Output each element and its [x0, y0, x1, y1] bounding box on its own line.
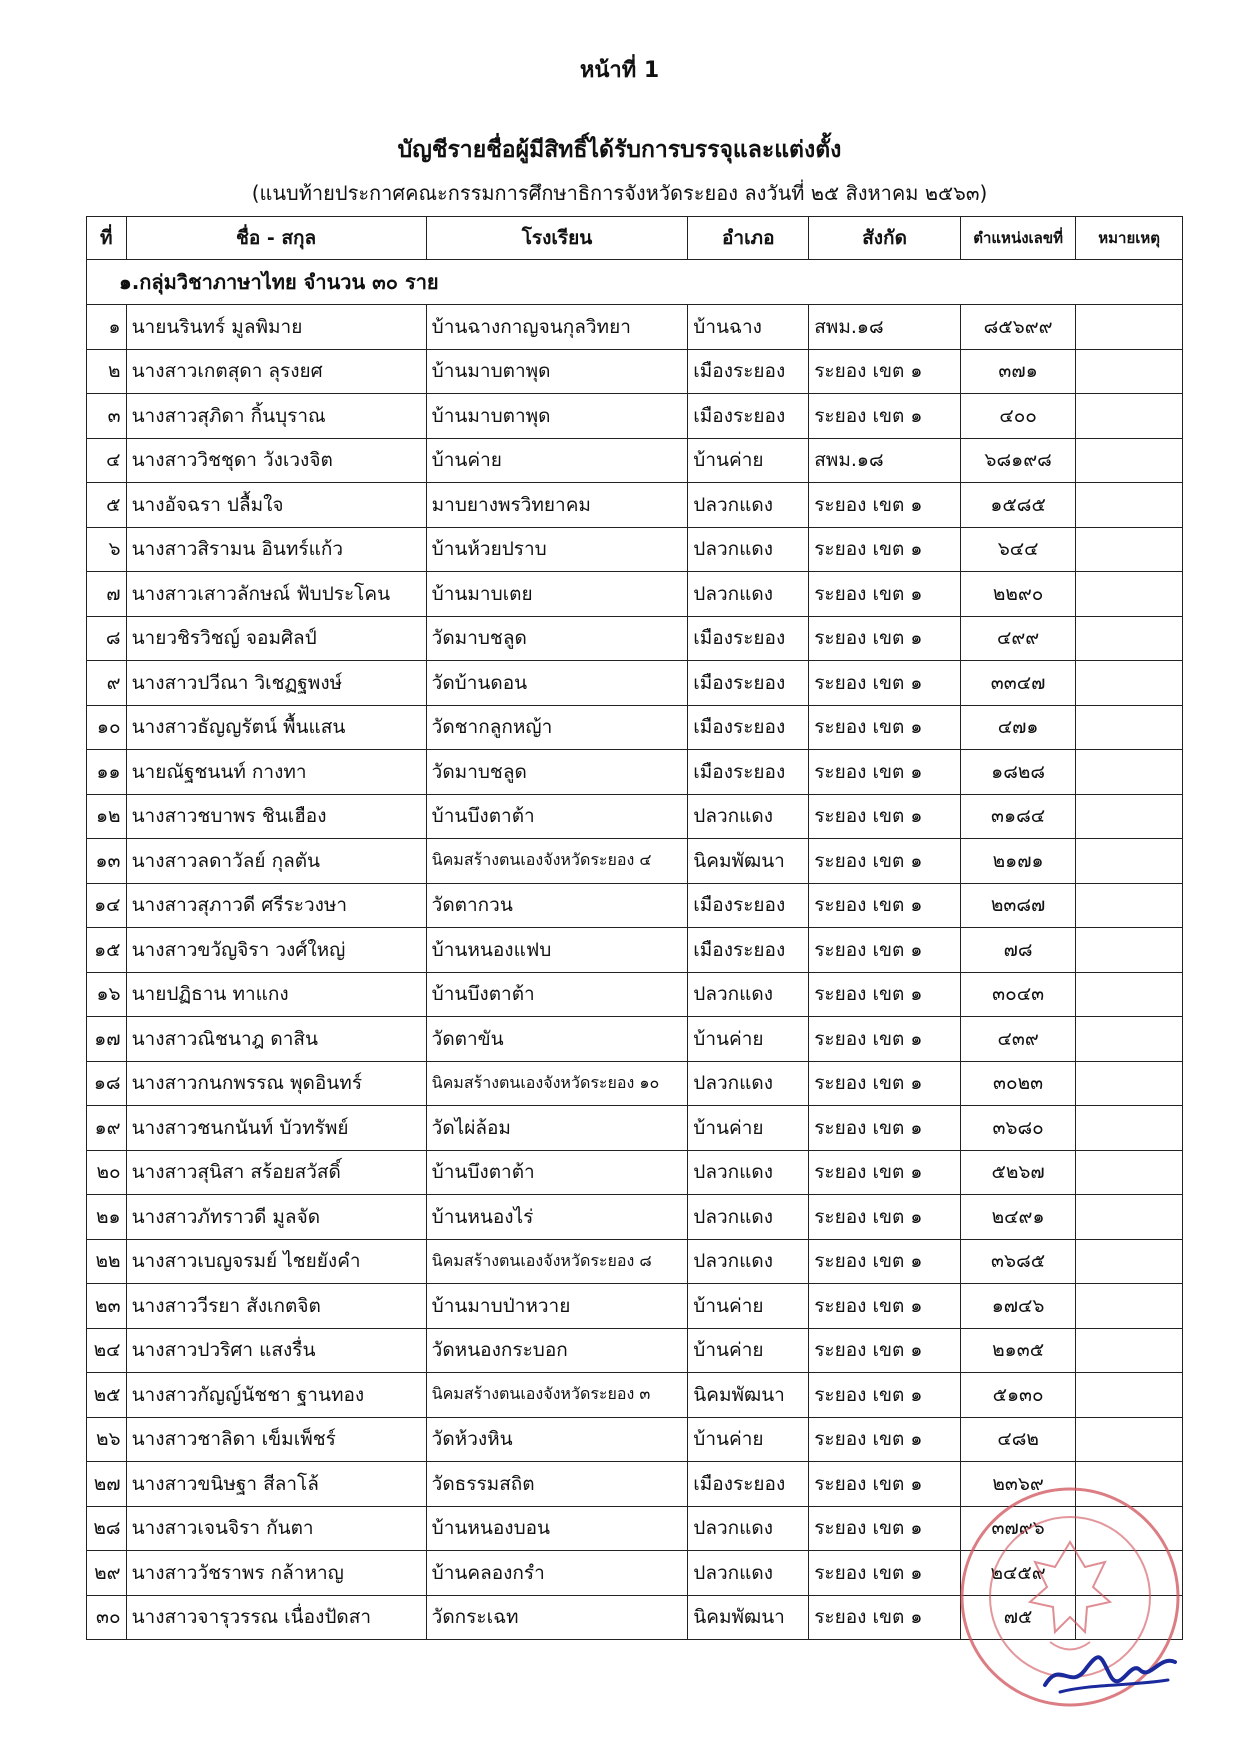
row-name: นางสาวกัญญ์นัชชา ฐานทอง — [126, 1373, 426, 1418]
row-note — [1076, 483, 1183, 528]
row-district: เมืองระยอง — [688, 616, 809, 661]
row-name: นายวชิรวิชญ์ จอมศิลป์ — [126, 616, 426, 661]
row-district: ปลวกแดง — [688, 972, 809, 1017]
row-name: นางสาวเสาวลักษณ์ ฟับประโคน — [126, 572, 426, 617]
row-number: ๒๒ — [87, 1239, 127, 1284]
row-position: ๓๗๙๖ — [960, 1506, 1075, 1551]
header-name: ชื่อ - สกุล — [126, 217, 426, 260]
row-number: ๔ — [87, 438, 127, 483]
row-note — [1076, 1373, 1183, 1418]
row-name: นางสาวภัทราวดี มูลจัด — [126, 1195, 426, 1240]
header-position: ตำแหน่งเลขที่ — [960, 217, 1075, 260]
row-position: ๑๕๘๕ — [960, 483, 1075, 528]
row-school: บ้านหนองบอน — [426, 1506, 688, 1551]
row-school: บ้านบึงตาต้า — [426, 972, 688, 1017]
row-number: ๓ — [87, 394, 127, 439]
row-agency: ระยอง เขต ๑ — [809, 794, 961, 839]
row-name: นางสาวลดาวัลย์ กุลตัน — [126, 839, 426, 884]
row-note — [1076, 438, 1183, 483]
header-school: โรงเรียน — [426, 217, 688, 260]
row-number: ๒๕ — [87, 1373, 127, 1418]
document-subtitle: (แนบท้ายประกาศคณะกรรมการศึกษาธิการจังหวัดระยอง ลงวันที่ ๒๕ สิงหาคม ๒๕๖๓) — [251, 181, 988, 205]
row-note — [1076, 1195, 1183, 1240]
row-number: ๑๐ — [87, 705, 127, 750]
row-name: นางสาวเจนจิรา กันตา — [126, 1506, 426, 1551]
row-school: วัดมาบชลูด — [426, 616, 688, 661]
row-position: ๔๐๐ — [960, 394, 1075, 439]
row-name: นางสาวชนกนันท์ บัวทรัพย์ — [126, 1106, 426, 1151]
row-name: นางสาวชาลิดา เข็มเพ็ชร์ — [126, 1417, 426, 1462]
row-school: บ้านมาบตาพุด — [426, 349, 688, 394]
row-note — [1076, 972, 1183, 1017]
row-agency: ระยอง เขต ๑ — [809, 1551, 961, 1596]
header-district: อำเภอ — [688, 217, 809, 260]
row-agency: ระยอง เขต ๑ — [809, 1195, 961, 1240]
row-number: ๕ — [87, 483, 127, 528]
row-note — [1076, 705, 1183, 750]
row-school: วัดบ้านดอน — [426, 661, 688, 706]
row-school: บ้านบึงตาต้า — [426, 794, 688, 839]
row-position: ๒๔๙๑ — [960, 1195, 1075, 1240]
row-note — [1076, 839, 1183, 884]
row-name: นางอัจฉรา ปลื้มใจ — [126, 483, 426, 528]
row-number: ๑๑ — [87, 750, 127, 795]
row-position: ๓๓๔๗ — [960, 661, 1075, 706]
row-note — [1076, 928, 1183, 973]
row-school: วัดชากลูกหญ้า — [426, 705, 688, 750]
row-district: นิคมพัฒนา — [688, 1595, 809, 1640]
row-name: นางสาวเบญจรมย์ ไชยยังคำ — [126, 1239, 426, 1284]
row-number: ๑๕ — [87, 928, 127, 973]
row-number: ๒๑ — [87, 1195, 127, 1240]
row-note — [1076, 1106, 1183, 1151]
group-row — [87, 260, 1183, 305]
table-row — [87, 438, 1183, 483]
row-agency: ระยอง เขต ๑ — [809, 1284, 961, 1329]
row-school: บ้านค่าย — [426, 438, 688, 483]
row-district: บ้านค่าย — [688, 438, 809, 483]
row-name: นายณัฐชนนท์ กางทา — [126, 750, 426, 795]
row-number: ๒๙ — [87, 1551, 127, 1596]
row-number: ๒๔ — [87, 1328, 127, 1373]
row-school: มาบยางพรวิทยาคม — [426, 483, 688, 528]
row-agency: ระยอง เขต ๑ — [809, 616, 961, 661]
row-agency: ระยอง เขต ๑ — [809, 928, 961, 973]
row-district: บ้านค่าย — [688, 1106, 809, 1151]
row-position: ๖๘๑๙๘ — [960, 438, 1075, 483]
row-school: บ้านหนองแฟบ — [426, 928, 688, 973]
row-agency: ระยอง เขต ๑ — [809, 1239, 961, 1284]
table-row — [87, 483, 1183, 528]
row-position: ๓๗๑ — [960, 349, 1075, 394]
row-position: ๑๗๔๖ — [960, 1284, 1075, 1329]
row-agency: ระยอง เขต ๑ — [809, 527, 961, 572]
header-no: ที่ — [87, 217, 127, 260]
row-name: นางสาววัชราพร กล้าหาญ — [126, 1551, 426, 1596]
row-position: ๔๘๒ — [960, 1417, 1075, 1462]
row-name: นางสาวชบาพร ชินเฮือง — [126, 794, 426, 839]
row-number: ๖ — [87, 527, 127, 572]
row-number: ๑๒ — [87, 794, 127, 839]
row-position: ๒๓๖๙ — [960, 1462, 1075, 1507]
row-district: เมืองระยอง — [688, 349, 809, 394]
row-note — [1076, 1284, 1183, 1329]
row-position: ๔๗๑ — [960, 705, 1075, 750]
row-name: นางสาวธัญญรัตน์ พื้นแสน — [126, 705, 426, 750]
row-agency: ระยอง เขต ๑ — [809, 349, 961, 394]
row-name: นางสาวกนกพรรณ พุดอินทร์ — [126, 1061, 426, 1106]
table-row — [87, 1328, 1183, 1373]
row-agency: ระยอง เขต ๑ — [809, 483, 961, 528]
row-position: ๖๔๔ — [960, 527, 1075, 572]
row-school: นิคมสร้างตนเองจังหวัดระยอง ๔ — [426, 839, 688, 884]
row-agency: ระยอง เขต ๑ — [809, 1150, 961, 1195]
row-position: ๑๘๒๘ — [960, 750, 1075, 795]
row-number: ๑๖ — [87, 972, 127, 1017]
row-note — [1076, 394, 1183, 439]
row-agency: ระยอง เขต ๑ — [809, 1106, 961, 1151]
roster-table — [86, 216, 1183, 1640]
row-agency: ระยอง เขต ๑ — [809, 1017, 961, 1062]
row-agency: ระยอง เขต ๑ — [809, 883, 961, 928]
row-note — [1076, 527, 1183, 572]
row-district: ปลวกแดง — [688, 1506, 809, 1551]
row-number: ๗ — [87, 572, 127, 617]
row-agency: ระยอง เขต ๑ — [809, 750, 961, 795]
row-position: ๓๖๘๐ — [960, 1106, 1075, 1151]
table-row — [87, 794, 1183, 839]
table-row — [87, 1017, 1183, 1062]
row-district: บ้านค่าย — [688, 1284, 809, 1329]
row-district: บ้านค่าย — [688, 1328, 809, 1373]
row-school: วัดไผ่ล้อม — [426, 1106, 688, 1151]
table-row — [87, 527, 1183, 572]
table-row — [87, 1373, 1183, 1418]
row-school: บ้านมาบเตย — [426, 572, 688, 617]
row-school: นิคมสร้างตนเองจังหวัดระยอง ๓ — [426, 1373, 688, 1418]
row-school: วัดตาขัน — [426, 1017, 688, 1062]
row-name: นางสาวสุภิดา กิ้นบุราณ — [126, 394, 426, 439]
row-position: ๓๑๘๔ — [960, 794, 1075, 839]
row-position: ๒๑๓๕ — [960, 1328, 1075, 1373]
row-position: ๕๒๖๗ — [960, 1150, 1075, 1195]
row-number: ๒๗ — [87, 1462, 127, 1507]
row-name: นางสาวสุนิสา สร้อยสวัสดิ์ — [126, 1150, 426, 1195]
table-row — [87, 1195, 1183, 1240]
table-row — [87, 1417, 1183, 1462]
row-agency: ระยอง เขต ๑ — [809, 972, 961, 1017]
row-district: ปลวกแดง — [688, 1150, 809, 1195]
row-district: เมืองระยอง — [688, 928, 809, 973]
row-name: นางสาววิชชุดา วังเวงจิต — [126, 438, 426, 483]
row-district: ปลวกแดง — [688, 794, 809, 839]
row-district: ปลวกแดง — [688, 1195, 809, 1240]
row-number: ๒ — [87, 349, 127, 394]
table-row — [87, 1106, 1183, 1151]
row-district: ปลวกแดง — [688, 1239, 809, 1284]
group-title: ๑.กลุ่มวิชาภาษาไทย จำนวน ๓๐ ราย — [87, 260, 1183, 305]
row-position: ๒๑๗๑ — [960, 839, 1075, 884]
row-position: ๔๓๙ — [960, 1017, 1075, 1062]
row-agency: ระยอง เขต ๑ — [809, 394, 961, 439]
row-position: ๒๒๙๐ — [960, 572, 1075, 617]
table-row — [87, 1284, 1183, 1329]
row-name: นางสาวเกตสุดา ลุรงยศ — [126, 349, 426, 394]
row-number: ๑ — [87, 305, 127, 350]
row-school: นิคมสร้างตนเองจังหวัดระยอง ๘ — [426, 1239, 688, 1284]
table-row — [87, 616, 1183, 661]
row-note — [1076, 661, 1183, 706]
row-number: ๒๖ — [87, 1417, 127, 1462]
row-agency: ระยอง เขต ๑ — [809, 1417, 961, 1462]
row-number: ๙ — [87, 661, 127, 706]
row-school: วัดมาบชลูด — [426, 750, 688, 795]
row-position: ๔๙๙ — [960, 616, 1075, 661]
row-district: เมืองระยอง — [688, 750, 809, 795]
row-note — [1076, 1150, 1183, 1195]
row-note — [1076, 750, 1183, 795]
row-number: ๑๓ — [87, 839, 127, 884]
row-school: บ้านบึงตาต้า — [426, 1150, 688, 1195]
row-note — [1076, 572, 1183, 617]
row-position: ๗๘ — [960, 928, 1075, 973]
row-district: ปลวกแดง — [688, 1551, 809, 1596]
row-agency: สพม.๑๘ — [809, 438, 961, 483]
row-note — [1076, 883, 1183, 928]
row-district: นิคมพัฒนา — [688, 1373, 809, 1418]
row-district: เมืองระยอง — [688, 883, 809, 928]
row-name: นางสาวจารุวรรณ เนื่องปัดสา — [126, 1595, 426, 1640]
row-note — [1076, 1328, 1183, 1373]
table-row — [87, 661, 1183, 706]
header-note: หมายเหตุ — [1076, 217, 1183, 260]
row-name: นางสาวสิรามน อินทร์แก้ว — [126, 527, 426, 572]
table-row — [87, 705, 1183, 750]
row-name: นางสาวปวริศา แสงรื่น — [126, 1328, 426, 1373]
row-note — [1076, 794, 1183, 839]
row-number: ๘ — [87, 616, 127, 661]
signature-icon — [1040, 1640, 1180, 1700]
row-agency: ระยอง เขต ๑ — [809, 572, 961, 617]
row-position: ๒๓๘๗ — [960, 883, 1075, 928]
row-number: ๑๘ — [87, 1061, 127, 1106]
row-note — [1076, 616, 1183, 661]
row-district: เมืองระยอง — [688, 394, 809, 439]
row-school: บ้านหนองไร่ — [426, 1195, 688, 1240]
row-school: นิคมสร้างตนเองจังหวัดระยอง ๑๐ — [426, 1061, 688, 1106]
row-number: ๒๓ — [87, 1284, 127, 1329]
row-school: วัดห้วงหิน — [426, 1417, 688, 1462]
row-name: นางสาวณิชนาฎ ดาสิน — [126, 1017, 426, 1062]
row-number: ๑๔ — [87, 883, 127, 928]
row-agency: สพม.๑๘ — [809, 305, 961, 350]
row-number: ๒๐ — [87, 1150, 127, 1195]
row-district: ปลวกแดง — [688, 483, 809, 528]
row-district: ปลวกแดง — [688, 572, 809, 617]
row-position: ๕๑๓๐ — [960, 1373, 1075, 1418]
row-position: ๗๕ — [960, 1595, 1075, 1640]
row-name: นางสาวขนิษฐา สีลาโล้ — [126, 1462, 426, 1507]
row-position: ๓๖๘๕ — [960, 1239, 1075, 1284]
row-school: วัดตากวน — [426, 883, 688, 928]
row-note — [1076, 349, 1183, 394]
row-position: ๘๕๖๙๙ — [960, 305, 1075, 350]
row-agency: ระยอง เขต ๑ — [809, 1373, 961, 1418]
row-agency: ระยอง เขต ๑ — [809, 705, 961, 750]
table-row — [87, 883, 1183, 928]
row-district: บ้านค่าย — [688, 1417, 809, 1462]
row-agency: ระยอง เขต ๑ — [809, 1506, 961, 1551]
row-school: วัดธรรมสถิต — [426, 1462, 688, 1507]
row-school: วัดกระเฉท — [426, 1595, 688, 1640]
row-name: นายปฏิธาน ทาแกง — [126, 972, 426, 1017]
table-row — [87, 1239, 1183, 1284]
row-agency: ระยอง เขต ๑ — [809, 1595, 961, 1640]
row-note — [1076, 1239, 1183, 1284]
row-agency: ระยอง เขต ๑ — [809, 1328, 961, 1373]
row-district: นิคมพัฒนา — [688, 839, 809, 884]
row-number: ๑๙ — [87, 1106, 127, 1151]
row-school: วัดหนองกระบอก — [426, 1328, 688, 1373]
table-row — [87, 1061, 1183, 1106]
row-name: นางสาวสุภาวดี ศรีระวงษา — [126, 883, 426, 928]
row-name: นางสาววีรยา สังเกตจิต — [126, 1284, 426, 1329]
header-agency: สังกัด — [809, 217, 961, 260]
row-note — [1076, 1017, 1183, 1062]
row-position: ๒๔๕๙ — [960, 1551, 1075, 1596]
row-name: นางสาวขวัญจิรา วงศ์ใหญ่ — [126, 928, 426, 973]
table-header-row — [87, 217, 1183, 260]
row-district: ปลวกแดง — [688, 1061, 809, 1106]
row-note — [1076, 1061, 1183, 1106]
table-row — [87, 305, 1183, 350]
row-district: เมืองระยอง — [688, 705, 809, 750]
table-row — [87, 572, 1183, 617]
row-agency: ระยอง เขต ๑ — [809, 1061, 961, 1106]
row-number: ๓๐ — [87, 1595, 127, 1640]
table-row — [87, 394, 1183, 439]
table-row — [87, 349, 1183, 394]
row-school: บ้านห้วยปราบ — [426, 527, 688, 572]
row-position: ๓๐๒๓ — [960, 1061, 1075, 1106]
row-note — [1076, 1417, 1183, 1462]
row-district: บ้านฉาง — [688, 305, 809, 350]
row-district: ปลวกแดง — [688, 527, 809, 572]
table-row — [87, 750, 1183, 795]
row-name: นายนรินทร์ มูลพิมาย — [126, 305, 426, 350]
row-agency: ระยอง เขต ๑ — [809, 839, 961, 884]
table-row — [87, 1150, 1183, 1195]
row-agency: ระยอง เขต ๑ — [809, 1462, 961, 1507]
row-school: บ้านมาบป่าหวาย — [426, 1284, 688, 1329]
table-row — [87, 839, 1183, 884]
row-position: ๓๐๔๓ — [960, 972, 1075, 1017]
row-district: เมืองระยอง — [688, 661, 809, 706]
row-district: เมืองระยอง — [688, 1462, 809, 1507]
row-name: นางสาวปวีณา วิเชฏฐพงษ์ — [126, 661, 426, 706]
row-district: บ้านค่าย — [688, 1017, 809, 1062]
document-title: บัญชีรายชื่อผู้มีสิทธิ์ได้รับการบรรจุและแต่งตั้ง — [397, 137, 842, 163]
row-school: บ้านคลองกรำ — [426, 1551, 688, 1596]
row-number: ๑๗ — [87, 1017, 127, 1062]
table-row — [87, 928, 1183, 973]
row-number: ๒๘ — [87, 1506, 127, 1551]
row-school: บ้านฉางกาญจนกุลวิทยา — [426, 305, 688, 350]
table-row — [87, 972, 1183, 1017]
page-number: หน้าที่ 1 — [579, 58, 660, 83]
row-school: บ้านมาบตาพุด — [426, 394, 688, 439]
row-note — [1076, 305, 1183, 350]
row-agency: ระยอง เขต ๑ — [809, 661, 961, 706]
